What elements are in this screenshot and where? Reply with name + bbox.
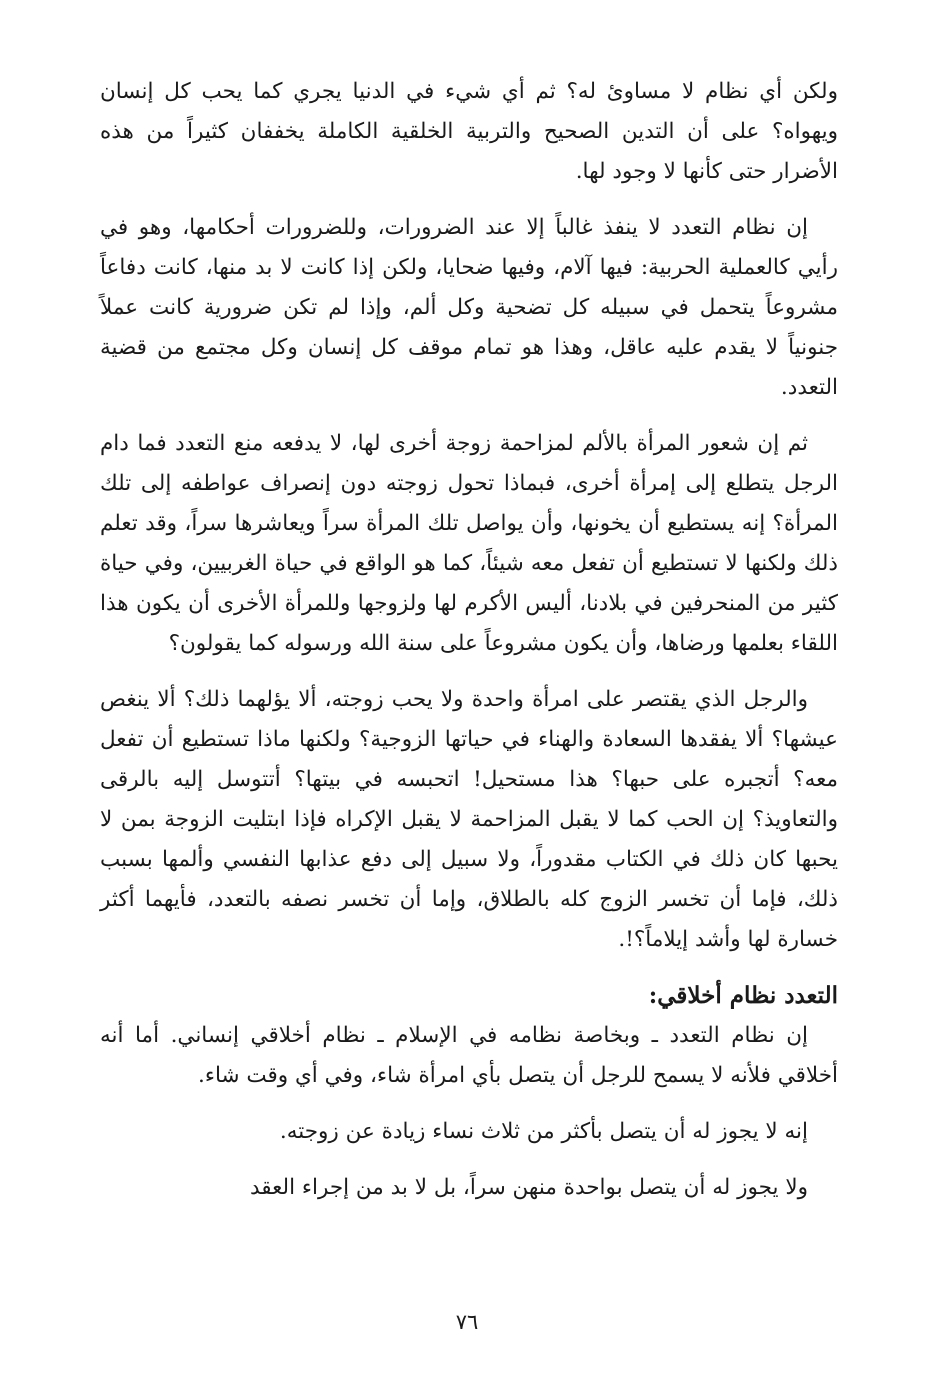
section-line-2: ولا يجوز له أن يتصل بواحدة منهن سراً، بل لا بد من إجراء العقد: [249, 1175, 808, 1200]
section-intro-paragraph: إن نظام التعدد ـ وبخاصة نظامه في الإسلام ـ نظام أخلاقي إنساني. أما أنه أخلاقي فلأنه لا يسمح للرجل أن يتصل بأي امرأة شاء، وفي أي وقت شاء.: [100, 1023, 838, 1088]
paragraph-1: ولكن أي نظام لا مساوئ له؟ ثم أي شيء في الدنيا يجري كما يحب كل إنسان ويهواه؟ على أن التدين الصحيح والتربية الخلقية الكاملة يخففان كثيراً من هذه الأضرار حتى كأنها لا وجود لها.: [100, 79, 838, 184]
page-number: ٧٦: [455, 1310, 479, 1334]
page-body: [100, 72, 838, 1224]
paragraph-2: إن نظام التعدد لا ينفذ غالباً إلا عند الضرورات، وللضرورات أحكامها، وهو في رأيي كالعملية الحربية: فيها آلام، وفيها ضحايا، ولكن إذا كانت لا بد منها، كانت دفاعاً مشروعاً يتحمل في سبيله كل تضحية وكل ألم، وإذا لم تكن ضرورية كانت عملاً جنونياً لا يقدم عليه عاقل، وهذا هو تمام موقف كل إنسان وكل مجتمع من قضية التعدد.: [100, 215, 838, 400]
paragraph-4: والرجل الذي يقتصر على امرأة واحدة ولا يحب زوجته، ألا يؤلهما ذلك؟ ألا ينغص عيشها؟ ألا يفقدها السعادة والهناء في حياتها الزوجية؟ ولكنها ماذا تستطيع أن تفعل معه؟ أتجبره على حبها؟ هذا مستحيل! اتحبسه في بيتها؟ أتتوسل إليه بالرقى والتعاويذ؟ إن الحب كما لا يقبل المزاحمة لا يقبل الإكراه فإذا ابتليت الزوجة بمن لا يحبها كان ذلك في الكتاب مقدوراً، ولا سبيل إلى دفع عذابها النفسي وألمها بسبب ذلك، فإما أن تخسر الزوج كله بالطلاق، وإما أن تخسر نصفه بالتعدد، فأيهما أكثر خسارة لها وأشد إيلاماً؟!.: [100, 687, 838, 952]
section-line-1: إنه لا يجوز له أن يتصل بأكثر من ثلاث نساء زيادة عن زوجته.: [279, 1119, 808, 1144]
paragraph-3: ثم إن شعور المرأة بالألم لمزاحمة زوجة أخرى لها، لا يدفعه منع التعدد فما دام الرجل يتطلع إلى إمرأة أخرى، فبماذا تحول زوجته دون إنصراف عواطفه إلى تلك المرأة؟ إنه يستطيع أن يخونها، وأن يواصل تلك المرأة سراً ويعاشرها سراً، وقد تعلم ذلك ولكنها لا تستطيع أن تفعل معه شيئاً، كما هو الواقع في حياة الغربيين، وفي حياة كثير من المنحرفين في بلادنا، أليس الأكرم لها ولزوجها وللمرأة الأخرى أن يكون هذا اللقاء بعلمها ورضاها، وأن يكون مشروعاً على سنة الله ورسوله كما يقولون؟: [100, 431, 838, 656]
section-heading: التعدد نظام أخلاقي:: [648, 982, 838, 1009]
